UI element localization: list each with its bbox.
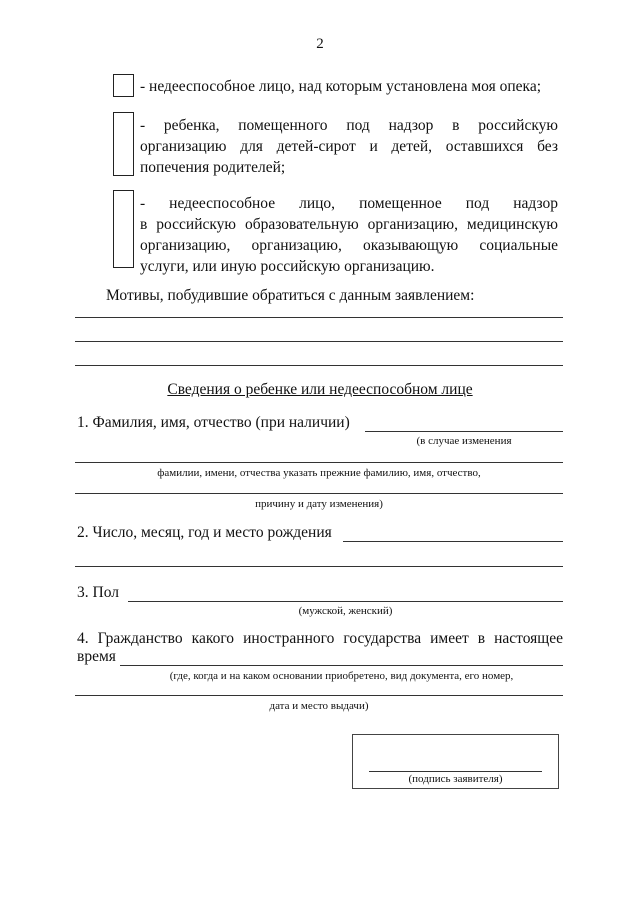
field-1-line-a[interactable] <box>365 431 563 432</box>
field-4-line-a[interactable] <box>120 665 563 666</box>
motives-line-1[interactable] <box>75 317 563 318</box>
field-1-label: 1. Фамилия, имя, отчество (при наличии) <box>77 414 350 431</box>
field-4-label-line-1: 4. Гражданство какого иностранного государства имеет в настоящее <box>77 630 563 647</box>
field-1-hint-1: (в случае изменения <box>416 435 512 447</box>
option-2-checkbox[interactable] <box>113 112 134 176</box>
field-2-line-b[interactable] <box>75 566 563 567</box>
field-1-line-b[interactable] <box>75 462 563 463</box>
field-3-hint: (мужской, женский) <box>298 605 393 617</box>
field-4-hint-1: (где, когда и на каком основании приобретено, вид документа, его номер, <box>169 670 514 682</box>
field-4-line-b[interactable] <box>75 695 563 696</box>
option-2-text: - ребенка, помещенного под надзор в российскую организацию для детей-сирот и детей, оставшихся без попечения родителей; <box>140 117 558 176</box>
motives-label: Мотивы, побудившие обратиться с данным заявлением: <box>106 287 475 304</box>
option-1-checkbox[interactable] <box>113 74 134 97</box>
section-title: Сведения о ребенке или недееспособном лице <box>167 381 473 398</box>
signature-line[interactable] <box>369 771 542 772</box>
field-2-label: 2. Число, месяц, год и место рождения <box>77 524 332 541</box>
field-3-label: 3. Пол <box>77 584 119 601</box>
signature-caption: (подпись заявителя) <box>408 773 503 785</box>
field-4-label-line-2: время <box>77 648 116 665</box>
field-3-line[interactable] <box>128 601 563 602</box>
field-1-hint-3: причину и дату изменения) <box>255 498 383 510</box>
page-number: 2 <box>316 36 324 52</box>
option-1-text: - недееспособное лицо, над которым установлена моя опека; <box>140 78 542 95</box>
field-4-hint-2: дата и место выдачи) <box>269 700 369 712</box>
field-1-line-c[interactable] <box>75 493 563 494</box>
field-2-line-a[interactable] <box>343 541 563 542</box>
field-1-hint-2: фамилии, имени, отчества указать прежние фамилию, имя, отчество, <box>157 467 481 479</box>
motives-line-2[interactable] <box>75 341 563 342</box>
motives-line-3[interactable] <box>75 365 563 366</box>
signature-box <box>352 734 559 789</box>
option-3-checkbox[interactable] <box>113 190 134 268</box>
option-3-text: - недееспособное лицо, помещенное под надзор в российскую образовательную организацию, медицинскую организацию, организацию, оказывающую социальные услуги, или иную российскую организацию. <box>140 195 558 275</box>
